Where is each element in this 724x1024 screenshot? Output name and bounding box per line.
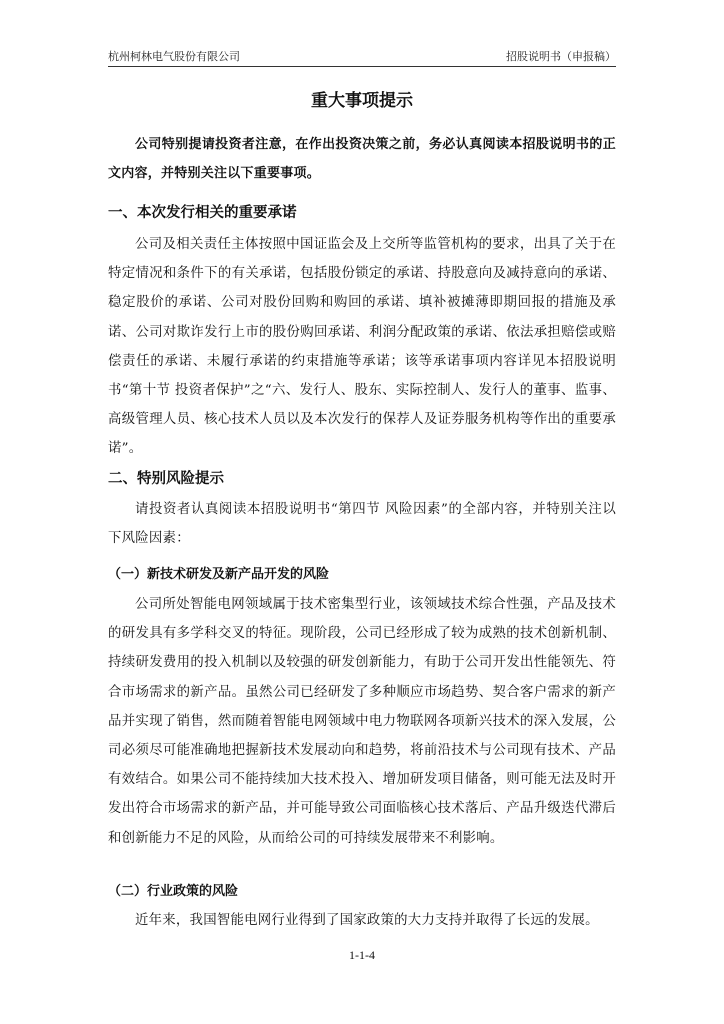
page-number: 1-1-4 bbox=[349, 948, 375, 962]
subsection-1-heading: （一）新技术研发及新产品开发的风险 bbox=[108, 567, 330, 582]
subsection-2-body: 近年来，我国智能电网行业得到了国家政策的大力支持并取得了长远的发展。 bbox=[135, 913, 599, 928]
section-1-heading: 一、本次发行相关的重要承诺 bbox=[108, 205, 297, 221]
subsection-1-body: 公司所处智能电网领域属于技术密集型行业，该领域技术综合性强，产品及技术的研发具有多学科交叉的特征。现阶段，公司已经形成了较为成熟的技术创新机制、持续研发费用的投入机制以及较强的研发创新能力，有助于公司开发出性能领先、符合市场需求的新产品。虽然公司已经研发了多种顺应市场趋势、契合客户需求的新产品并实现了销售，然而随着智能电网领域中电力物联网各项新兴技术的深入发展，公司必须尽可能准确地把握新技术发展动向和趋势，将前沿技术与公司现有技术、产品有效结合。如果公司不能持续加大技术投入、增加研发项目储备，则可能无法及时开发出符合市场需求的新产品，并可能导致公司面临核心技术落后、产品升级迭代滞后和创新能力不足的风险，从而给公司的可持续发展带来不利影响。 bbox=[108, 597, 616, 846]
running-header bbox=[108, 44, 616, 64]
section-1-body: 公司及相关责任主体按照中国证监会及上交所等监管机构的要求，出具了关于在特定情况和条件下的有关承诺，包括股份锁定的承诺、持股意向及减持意向的承诺、稳定股价的承诺、公司对股份回购和购回的承诺、填补被摊薄即期回报的措施及承诺、公司对欺诈发行上市的股份购回承诺、利润分配政策的承诺、依法承担赔偿或赔偿责任的承诺、未履行承诺的约束措施等承诺；该等承诺事项内容详见本招股说明书“第十节 投资者保护”之“六、发行人、股东、实际控制人、发行人的董事、监事、高级管理人员、核心技术人员以及本次发行的保荐人及证券服务机构等作出的重要承诺”。 bbox=[108, 237, 616, 457]
subsection-2-heading: （二）行业政策的风险 bbox=[108, 884, 239, 899]
intro-paragraph: 公司特别提请投资者注意，在作出投资决策之前，务必认真阅读本招股说明书的正文内容，并特别关注以下重要事项。 bbox=[108, 137, 616, 182]
header-document-type: 招股说明书（申报稿） bbox=[506, 50, 616, 63]
section-2-heading: 二、特别风险提示 bbox=[108, 471, 224, 487]
section-2-body: 请投资者认真阅读本招股说明书“第四节 风险因素”的全部内容，并特别关注以下风险因素： bbox=[108, 502, 616, 547]
header-company-name: 杭州柯林电气股份有限公司 bbox=[108, 50, 240, 63]
page-title: 重大事项提示 bbox=[311, 91, 413, 111]
header-rule bbox=[108, 66, 616, 67]
